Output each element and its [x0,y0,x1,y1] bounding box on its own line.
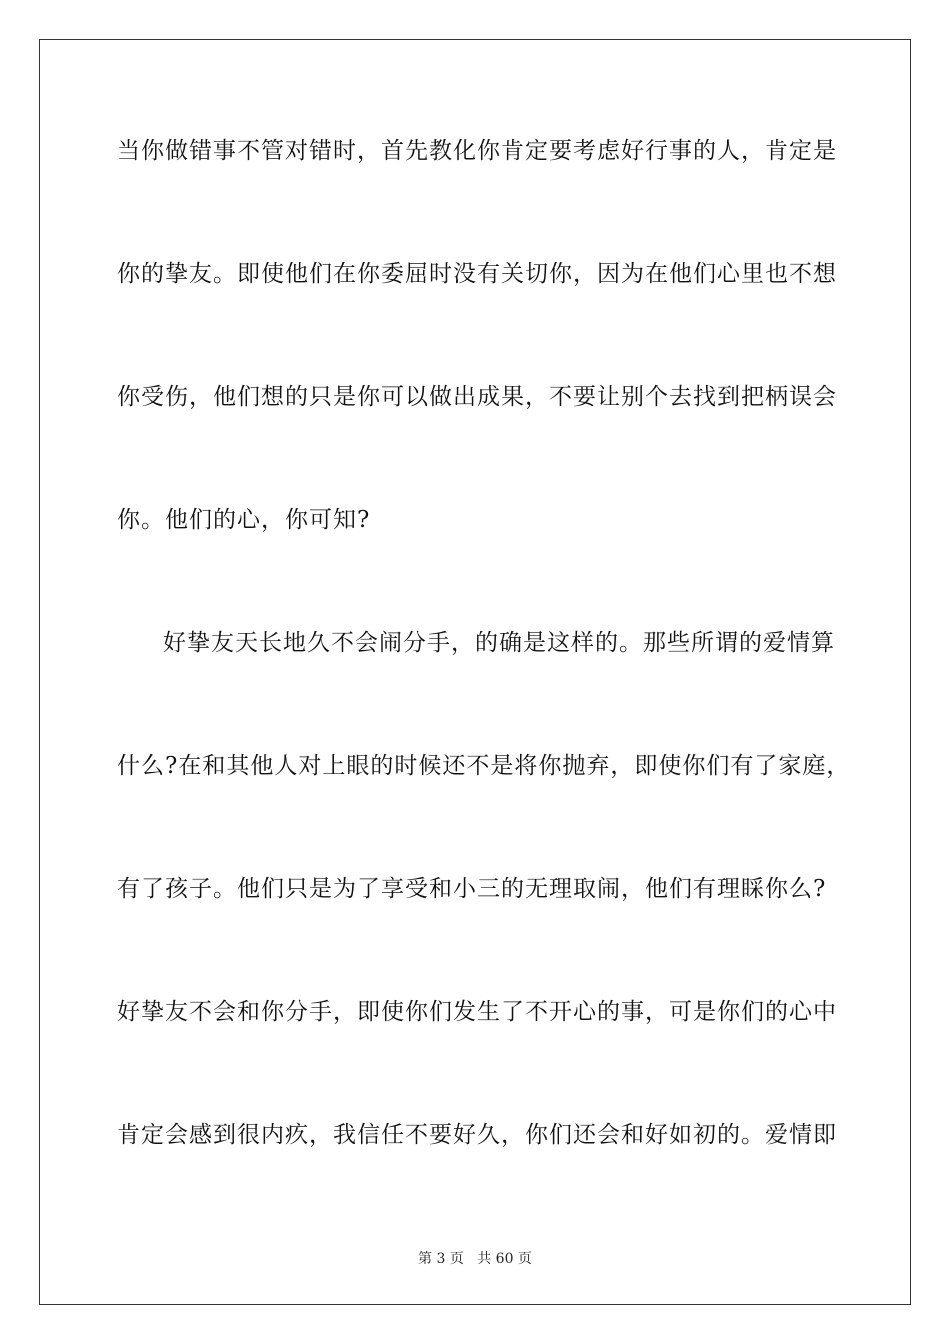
page-number: 第 3 页 [418,1251,464,1267]
text-line-2: 你的挚友。即使他们在你委屈时没有关切你，因为在他们心里也不想 [117,261,837,287]
page-total: 共 60 页 [477,1251,532,1267]
page-border [39,39,911,1305]
text-line-1: 当你做错事不管对错时，首先教化你肯定要考虑好行事的人，肯定是 [117,138,837,164]
text-line-4: 你。他们的心，你可知? [117,507,371,533]
text-line-7: 有了孩子。他们只是为了享受和小三的无理取闹，他们有理睬你么? [117,876,827,902]
text-line-5: 好挚友天长地久不会闹分手，的确是这样的。那些所谓的爱情算 [163,630,835,656]
text-line-9: 肯定会感到很内疚，我信任不要好久，你们还会和好如初的。爱情即 [117,1122,837,1148]
text-line-3: 你受伤，他们想的只是你可以做出成果，不要让别个去找到把柄误会 [117,384,837,410]
text-line-8: 好挚友不会和你分手，即使你们发生了不开心的事，可是你们的心中 [117,999,837,1025]
page-footer [0,1248,950,1268]
text-line-6: 什么?在和其他人对上眼的时候还不是将你抛弃，即使你们有了家庭， [117,753,851,779]
